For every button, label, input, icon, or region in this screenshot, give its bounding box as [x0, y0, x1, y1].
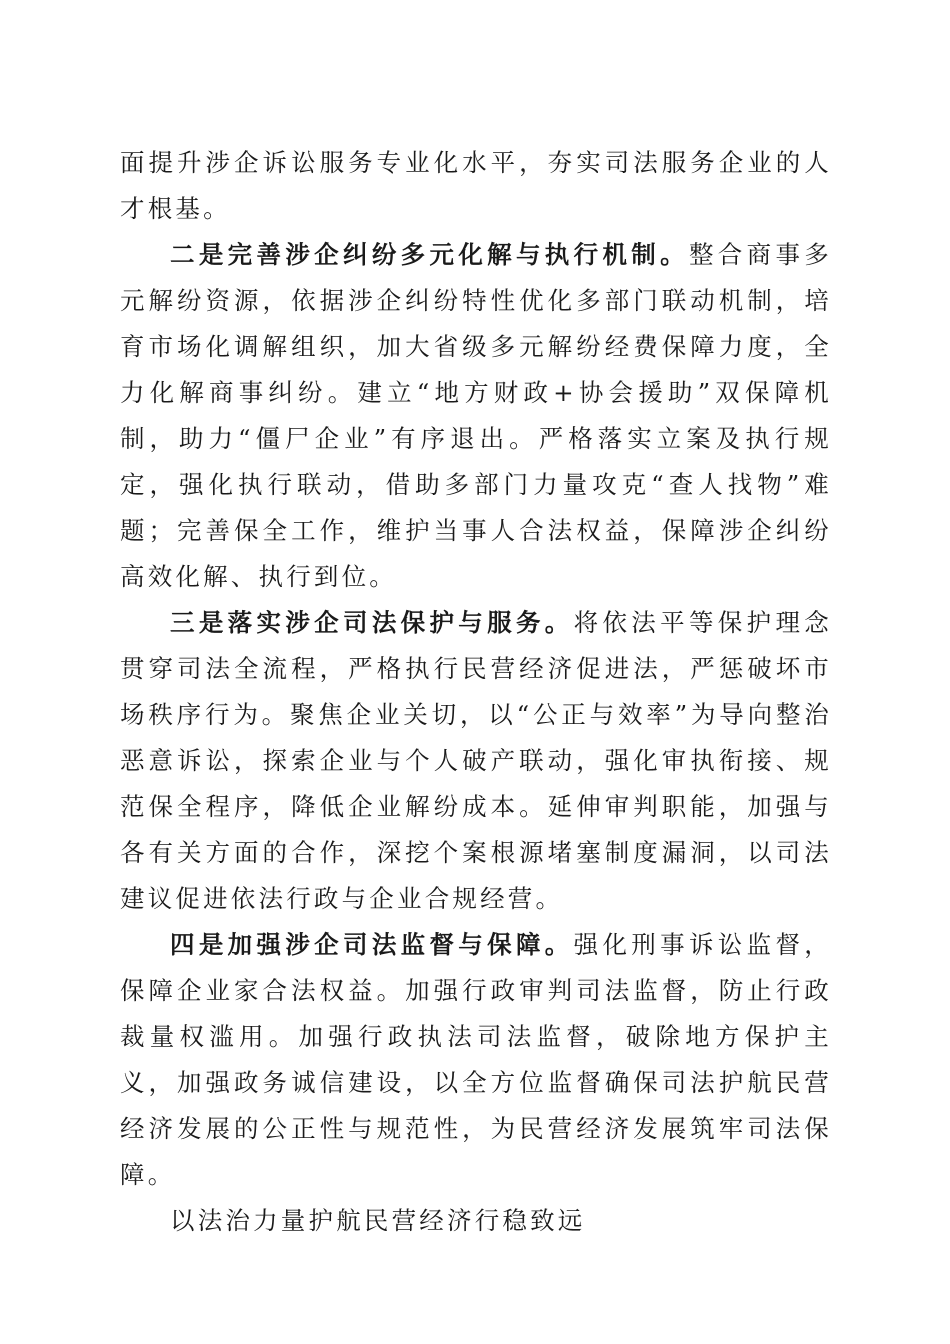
paragraph-4 — [120, 922, 832, 1198]
paragraph-continuation — [120, 140, 832, 232]
closing-title — [120, 1198, 832, 1244]
paragraph-text: 面提升涉企诉讼服务专业化水平，夯实司法服务企业的人才根基。 — [120, 148, 832, 223]
paragraph-heading: 四是加强涉企司法监督与保障。 — [170, 930, 574, 959]
paragraph-3 — [120, 600, 832, 922]
paragraph-text: 将依法平等保护理念贯穿司法全流程，严格执行民营经济促进法，严惩破坏市场秩序行为。聚焦企业关切，以“公正与效率”为导向整治恶意诉讼，探索企业与个人破产联动，强化审执衔接、规范保全程序，降低企业解纷成本。延伸审判职能，加强与各有关方面的合作，深挖个案根源堵塞制度漏洞，以司法建议促进依法行政与企业合规经营。 — [120, 608, 832, 913]
paragraph-heading: 二是完善涉企纠纷多元化解与执行机制。 — [170, 240, 689, 269]
paragraph-2 — [120, 232, 832, 600]
paragraph-text: 强化刑事诉讼监督，保障企业家合法权益。加强行政审判司法监督，防止行政裁量权滥用。加强行政执法司法监督，破除地方保护主义，加强政务诚信建设，以全方位监督确保司法护航民营经济发展的公正性与规范性，为民营经济发展筑牢司法保障。 — [120, 930, 832, 1189]
document-body — [120, 140, 832, 1244]
closing-title-text: 以法治力量护航民营经济行稳致远 — [170, 1206, 586, 1235]
paragraph-heading: 三是落实涉企司法保护与服务。 — [170, 608, 574, 637]
paragraph-text: 整合商事多元解纷资源，依据涉企纠纷特性优化多部门联动机制，培育市场化调解组织，加大省级多元解纷经费保障力度，全力化解商事纠纷。建立“地方财政+协会援助”双保障机制，助力“僵尸企业”有序退出。严格落实立案及执行规定，强化执行联动，借助多部门力量攻克“查人找物”难题；完善保全工作，维护当事人合法权益，保障涉企纠纷高效化解、执行到位。 — [120, 240, 832, 591]
